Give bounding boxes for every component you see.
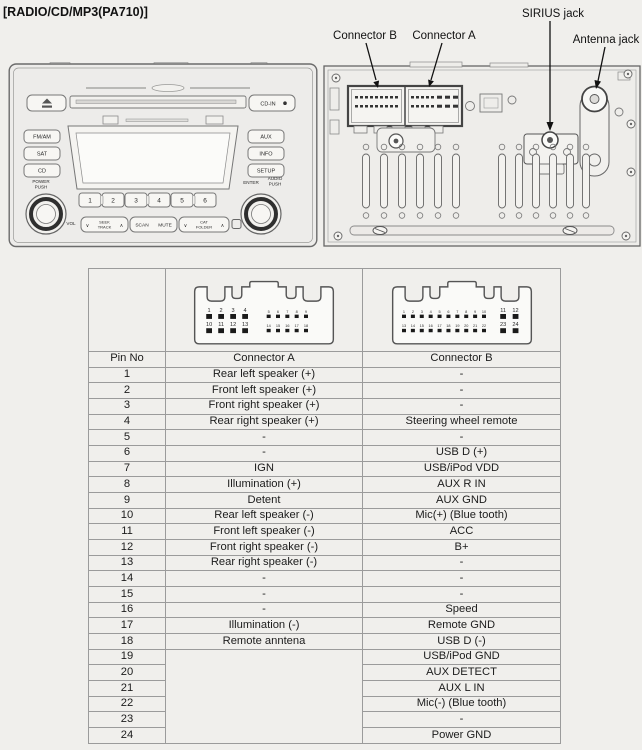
cat-folder-button	[179, 217, 229, 232]
pin-pad	[206, 314, 212, 319]
preset-1-label: 1	[88, 197, 92, 205]
pin-number-label: 14	[266, 324, 271, 329]
page-title: [RADIO/CD/MP3(PA710)]	[3, 5, 148, 19]
pin-cell: 8	[89, 477, 166, 493]
pin-number-label: 8	[464, 309, 467, 314]
aux-label: AUX	[260, 134, 272, 141]
pin-pad	[500, 328, 506, 333]
preset-4-label: 4	[157, 197, 161, 205]
preset-2-label: 2	[111, 197, 115, 205]
connector-b-cell: ACC	[363, 524, 561, 540]
vent-slot	[363, 154, 370, 208]
pin-pad	[402, 315, 406, 318]
pinout-table	[88, 268, 561, 744]
svg-text:PUSH: PUSH	[268, 181, 282, 187]
connector-a-callout-label: Connector A	[412, 30, 476, 42]
pin-pad	[482, 329, 486, 332]
pin-cell: 12	[89, 540, 166, 556]
decor-rect	[206, 116, 223, 124]
connector-b-cell: AUX DETECT	[363, 665, 561, 681]
vent-slot	[583, 154, 590, 208]
table-row	[89, 461, 561, 477]
pin-number-label: 11	[218, 322, 225, 328]
pin-pad	[473, 315, 477, 318]
pin-number-label: 7	[455, 309, 458, 314]
vent-slot	[453, 154, 460, 208]
connector-b-cell: USB/iPod GND	[363, 649, 561, 665]
connector-b-cell: Speed	[363, 602, 561, 618]
seek-up-icon: ∧	[119, 223, 124, 229]
connector-b-cell: AUX GND	[363, 493, 561, 509]
table-row	[89, 414, 561, 430]
pin-pad	[419, 329, 423, 332]
table-row	[89, 602, 561, 618]
connector-b-cell: -	[363, 399, 561, 415]
connector-a-cell: -	[166, 571, 363, 587]
pin-pad	[230, 314, 236, 319]
header-row	[89, 352, 561, 368]
info-label: INFO	[259, 151, 273, 158]
vent-slot	[381, 154, 388, 208]
pin-number-label: 16	[428, 324, 433, 329]
pin-cell: 6	[89, 446, 166, 462]
vent-slot	[516, 154, 523, 208]
pin-cell: 24	[89, 728, 166, 744]
pin-number-label: 22	[481, 324, 486, 329]
sirius-jack-callout-label: SIRIUS jack	[522, 8, 584, 20]
connector-diagrams-row	[89, 269, 561, 352]
connector-a-cell: Illumination (-)	[166, 618, 363, 634]
connector-b-cell: -	[363, 587, 561, 603]
pin-number-label: 1	[207, 307, 211, 314]
connector-a-cell: Rear left speaker (+)	[166, 367, 363, 383]
seek-down-icon: ∨	[85, 223, 90, 229]
pin-cell: 21	[89, 681, 166, 697]
table-row	[89, 508, 561, 524]
pin-number-label: 12	[511, 307, 519, 314]
mute-label: MUTE	[158, 223, 172, 229]
connector-b-cell: Steering wheel remote	[363, 414, 561, 430]
pin-pad	[402, 329, 406, 332]
pin-number-label: 6	[446, 309, 450, 314]
pin-number-label: 11	[499, 307, 506, 314]
pin-no-header: Pin No	[89, 352, 166, 368]
pin-pad	[464, 329, 468, 332]
connector-a-diagram	[176, 270, 352, 350]
pin-number-label: 10	[481, 309, 486, 314]
pin-pad	[304, 315, 308, 318]
table-row	[89, 649, 561, 665]
pin-number-label: 13	[241, 322, 249, 328]
table-row	[89, 587, 561, 603]
connector-b-cell: -	[363, 571, 561, 587]
pin-cell: 5	[89, 430, 166, 446]
connector-b-cell: Mic(+) (Blue tooth)	[363, 508, 561, 524]
pin-number-label: 5	[437, 309, 441, 314]
cat-up-icon: ∧	[220, 223, 225, 229]
pin-pad	[512, 314, 518, 319]
pin-number-label: 17	[294, 324, 299, 329]
pin-pad	[304, 329, 308, 332]
connector-b-cell: -	[363, 712, 561, 728]
pin-pad	[473, 329, 477, 332]
pin-cell: 16	[89, 602, 166, 618]
vent-slot	[550, 154, 557, 208]
pin-cell: 11	[89, 524, 166, 540]
connector-b-header: Connector B	[363, 352, 561, 368]
svg-text:CAT: CAT	[200, 219, 208, 225]
vent-slot	[435, 154, 442, 208]
pin-number-label: 18	[445, 324, 451, 329]
preset-5-label: 5	[180, 197, 184, 205]
pin-pad	[276, 315, 280, 318]
connector-b-cell: AUX R IN	[363, 477, 561, 493]
pin-cell: 13	[89, 555, 166, 571]
pin-cell: 4	[89, 414, 166, 430]
svg-text:PUSH: PUSH	[34, 184, 48, 190]
pin-number-label: 3	[231, 307, 235, 314]
pin-cell: 22	[89, 696, 166, 712]
pin-pad	[428, 315, 432, 318]
pin-cell: 9	[89, 493, 166, 509]
pin-pad	[455, 315, 459, 318]
connector-a-cell: -	[166, 430, 363, 446]
pin-pad	[482, 315, 486, 318]
pin-number-label: 10	[205, 322, 213, 328]
pin-number-label: 7	[286, 309, 289, 314]
connector-b-cell: B+	[363, 540, 561, 556]
scan-mute-buttons	[130, 217, 177, 232]
table-row	[89, 618, 561, 634]
pin-pad	[428, 329, 432, 332]
pin-pad	[242, 314, 248, 319]
svg-text:POWER: POWER	[32, 179, 50, 184]
pin-number-label: 20	[463, 324, 468, 329]
pin-pad	[446, 315, 450, 318]
table-row	[89, 555, 561, 571]
connector-a-cell: -	[166, 446, 363, 462]
connector-a-cell: Rear right speaker (+)	[166, 414, 363, 430]
pin-cell: 10	[89, 508, 166, 524]
radio-front-panel-drawing	[8, 62, 318, 248]
table-row	[89, 493, 561, 509]
pin-cell: 17	[89, 618, 166, 634]
seek-track-button	[81, 217, 128, 232]
cd-in-label: CD-IN	[260, 101, 276, 108]
connector-b-cell: Mic(-) (Blue tooth)	[363, 696, 561, 712]
pin-cell: 23	[89, 712, 166, 728]
display-screen	[76, 133, 230, 183]
pin-number-label: 13	[401, 324, 406, 329]
audio-push-label	[268, 176, 283, 187]
connector-a-cell: Rear left speaker (-)	[166, 508, 363, 524]
pin-number-label: 15	[419, 324, 424, 329]
connector-b-diagram-cell	[363, 269, 561, 352]
connector-b-cell: -	[363, 555, 561, 571]
connector-a-header: Connector A	[166, 352, 363, 368]
svg-text:TRACK: TRACK	[97, 224, 112, 230]
vol-label: VOL	[66, 221, 76, 226]
connector-a-cell: Rear right speaker (-)	[166, 555, 363, 571]
empty-cell	[89, 269, 166, 352]
table-row	[89, 540, 561, 556]
pin-number-label: 23	[499, 322, 506, 328]
pin-pad	[267, 315, 271, 318]
pin-number-label: 17	[436, 324, 442, 329]
pin-pad	[295, 329, 299, 332]
setup-label: SETUP	[256, 168, 276, 175]
pin-number-label: 2	[411, 309, 414, 314]
pin-number-label: 6	[276, 309, 280, 314]
table-row	[89, 430, 561, 446]
pin-cell: 20	[89, 665, 166, 681]
connector-a-cell: Front left speaker (+)	[166, 383, 363, 399]
table-row	[89, 383, 561, 399]
pin-cell: 19	[89, 649, 166, 665]
audio-enter-knob	[241, 194, 281, 234]
preset-6-label: 6	[203, 197, 207, 205]
enter-label: ENTER	[243, 180, 259, 185]
pin-pad	[437, 329, 441, 332]
pin-number-label: 18	[303, 324, 309, 329]
vent-slot	[399, 154, 406, 208]
connector-a-cell: -	[166, 602, 363, 618]
cd-in-led-icon	[283, 101, 287, 105]
pin-pad	[512, 328, 518, 333]
pin-number-label: 15	[275, 324, 281, 329]
pin-number-label: 4	[429, 309, 432, 314]
bottom-bar	[350, 226, 614, 235]
radio-rear-panel-drawing	[322, 2, 642, 248]
pin-cell: 14	[89, 571, 166, 587]
vent-slot	[533, 154, 540, 208]
pin-pad	[218, 328, 224, 333]
connector-b-callout-label: Connector B	[333, 30, 397, 42]
pin-pad	[410, 329, 414, 332]
connector-a-cell: -	[166, 587, 363, 603]
table-row	[89, 477, 561, 493]
vent-slot	[567, 154, 574, 208]
pin-cell: 15	[89, 587, 166, 603]
svg-text:AUDIO: AUDIO	[267, 176, 283, 181]
pin-cell: 2	[89, 383, 166, 399]
pin-number-label: 9	[304, 309, 308, 314]
cat-down-icon: ∨	[183, 223, 188, 229]
pin-pad	[206, 328, 212, 333]
connector-a-cell: IGN	[166, 461, 363, 477]
cd-slot-opening	[76, 100, 236, 104]
pin-pad	[419, 315, 423, 318]
connector-b-cell: -	[363, 430, 561, 446]
pin-number-label: 2	[219, 307, 223, 314]
table-row	[89, 399, 561, 415]
pin-number-label: 14	[410, 324, 415, 329]
table-row	[89, 634, 561, 650]
connector-b-cell: Power GND	[363, 728, 561, 744]
pin-number-label: 3	[420, 309, 423, 314]
svg-text:SEEK: SEEK	[99, 219, 110, 225]
connector-a-cell: Front left speaker (-)	[166, 524, 363, 540]
connector-a-diagram-cell	[166, 269, 363, 352]
pin-pad	[218, 314, 224, 319]
table-row	[89, 446, 561, 462]
power-volume-knob	[26, 194, 66, 234]
pin-pad	[455, 329, 459, 332]
table-row	[89, 367, 561, 383]
pin-pad	[410, 315, 414, 318]
pin-number-label: 5	[267, 309, 270, 314]
pin-number-label: 21	[472, 324, 477, 329]
pin-cell: 7	[89, 461, 166, 477]
pin-number-label: 8	[295, 309, 298, 314]
vent-slot	[499, 154, 506, 208]
vent-slot	[417, 154, 424, 208]
pin-pad	[267, 329, 271, 332]
connector-b-diagram	[374, 270, 550, 350]
connector-b-cell: Remote GND	[363, 618, 561, 634]
pin-number-label: 12	[229, 322, 237, 328]
connector-b-cell: USB D (+)	[363, 446, 561, 462]
decor-lens	[152, 85, 184, 92]
connector-a-cell: Front right speaker (+)	[166, 399, 363, 415]
pin-cell: 3	[89, 399, 166, 415]
pin-number-label: 24	[511, 322, 519, 328]
pin-number-label: 1	[402, 309, 405, 314]
pin-pad	[285, 315, 289, 318]
pin-cell: 18	[89, 634, 166, 650]
antenna-jack-callout-label: Antenna jack	[572, 34, 640, 46]
table-row	[89, 571, 561, 587]
connector-a-cell: Front right speaker (-)	[166, 540, 363, 556]
pin-cell: 1	[89, 367, 166, 383]
table-row	[89, 524, 561, 540]
pin-pad	[437, 315, 441, 318]
pin-pad	[464, 315, 468, 318]
svg-text:FOLDER: FOLDER	[195, 224, 213, 230]
mount-tab	[490, 63, 528, 67]
connector-a-merged-empty-cell	[166, 649, 363, 743]
pin-number-label: 19	[454, 324, 459, 329]
pin-pad	[295, 315, 299, 318]
connector-b-cell: USB/iPod VDD	[363, 461, 561, 477]
fm-am-label: FM/AM	[33, 134, 51, 141]
connector-b-cell: -	[363, 367, 561, 383]
pin-pad	[230, 328, 236, 333]
sat-label: SAT	[36, 151, 48, 158]
connector-b-cell: -	[363, 383, 561, 399]
connector-b-cell: USB D (-)	[363, 634, 561, 650]
connector-b-cell: AUX L IN	[363, 681, 561, 697]
connector-a-cell: Remote anntena	[166, 634, 363, 650]
connector-a-cell: Detent	[166, 493, 363, 509]
decor-slot	[126, 119, 188, 122]
scan-label: SCAN	[135, 223, 149, 229]
cd-label: CD	[38, 168, 46, 175]
pin-number-label: 9	[473, 309, 476, 314]
pin-pad	[242, 328, 248, 333]
pin-pad	[276, 329, 280, 332]
pin-pad	[500, 314, 506, 319]
pin-number-label: 4	[243, 307, 247, 314]
pin-pad	[285, 329, 289, 332]
pin-number-label: 16	[285, 324, 290, 329]
preset-3-label: 3	[134, 197, 138, 205]
pin-pad	[446, 329, 450, 332]
decor-rect	[103, 116, 118, 124]
connector-a-cell: Illumination (+)	[166, 477, 363, 493]
